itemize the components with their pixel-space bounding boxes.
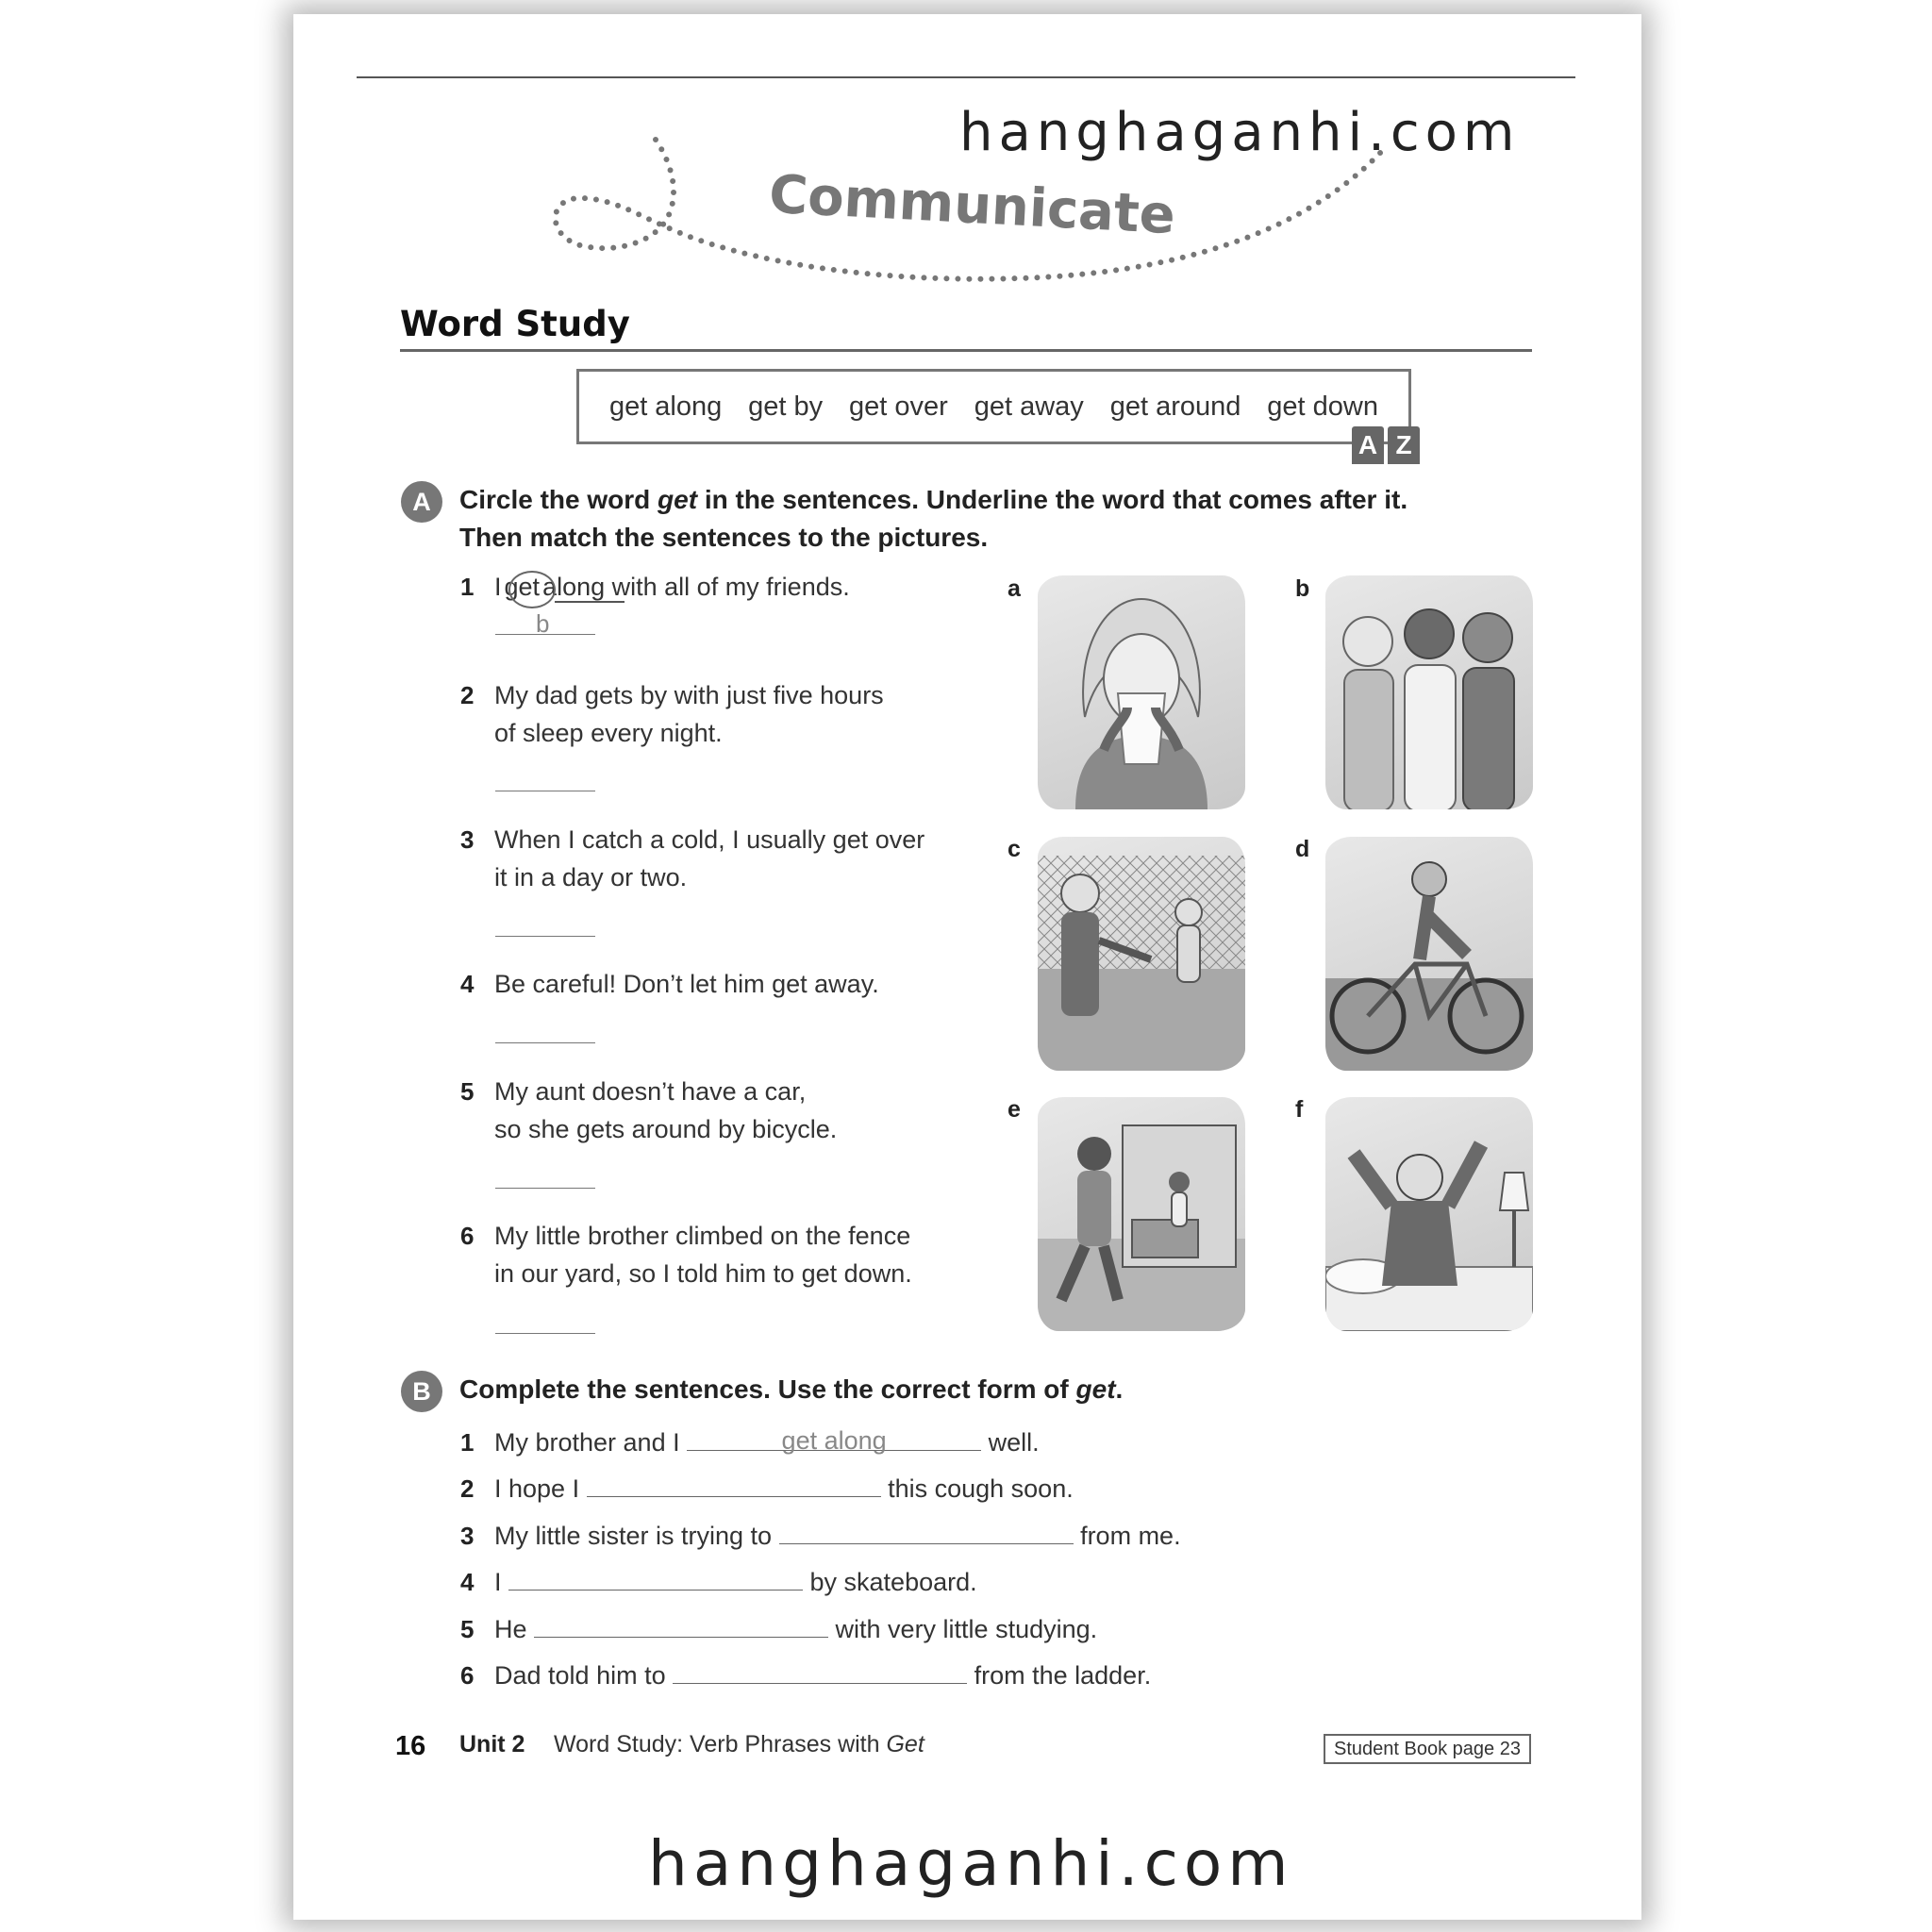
item-number: 3 [460, 1522, 475, 1550]
footer-topic-em: Get [886, 1731, 924, 1757]
unit-label: Unit 2 [459, 1731, 525, 1757]
sent-part: from the ladder. [967, 1661, 1152, 1690]
blank-field[interactable] [779, 1517, 1074, 1544]
blank-field[interactable] [673, 1657, 967, 1684]
word-bank-item: get around [1109, 391, 1241, 422]
word-bank-item: get down [1267, 391, 1378, 422]
sent-part: from me. [1073, 1522, 1181, 1550]
a-item-3-line1: When I catch a cold, I usually get over [494, 825, 925, 854]
b-item-2 [494, 1470, 1074, 1507]
circle-mark [508, 571, 556, 608]
b-item-3 [494, 1517, 1181, 1555]
watermark-bottom: hanghaganhi.com [648, 1827, 1294, 1900]
word-bank-item: get away [974, 391, 1084, 422]
footer-topic [554, 1731, 924, 1758]
a-item-6-line2: in our yard, so I told him to get down. [494, 1259, 912, 1288]
b-item-5 [494, 1610, 1097, 1648]
az-letter: Z [1388, 426, 1420, 464]
blank-field[interactable] [508, 1563, 803, 1591]
answer-line[interactable] [495, 1042, 595, 1043]
a-item-6-line1: My little brother climbed on the fence [494, 1222, 911, 1250]
picture-letter: e [1008, 1096, 1021, 1123]
section-a-instruction-line1 [459, 485, 1407, 515]
b-item-4 [494, 1563, 977, 1601]
sent-part: My little sister is trying to [494, 1522, 779, 1550]
a-item-4-line1: Be careful! Don’t let him get away. [494, 970, 879, 998]
item-number: 6 [460, 1661, 475, 1690]
picture-b [1325, 575, 1533, 809]
blank-field[interactable] [587, 1470, 881, 1497]
underline-mark [555, 601, 625, 603]
sent-part: I [494, 573, 502, 601]
page-number: 16 [395, 1731, 426, 1761]
instr-em: get [658, 485, 698, 514]
picture-e [1038, 1097, 1245, 1331]
picture-letter: c [1008, 836, 1021, 862]
item-number: 5 [460, 1615, 475, 1643]
item-number: 6 [460, 1222, 475, 1250]
item-number: 5 [460, 1077, 475, 1106]
az-dictionary-icon [1352, 426, 1420, 464]
word-bank-item: get over [849, 391, 948, 422]
student-book-reference: Student Book page 23 [1324, 1734, 1531, 1764]
item-number: 2 [460, 681, 475, 709]
three-friends-illustration [1325, 575, 1533, 809]
b-item-6 [494, 1657, 1151, 1694]
kids-at-fence-illustration [1038, 837, 1245, 1071]
instr-text: Complete the sentences. Use the correct form of [459, 1374, 1076, 1404]
section-b-instruction [459, 1374, 1123, 1405]
filled-answer: get along [781, 1426, 887, 1455]
instr-text: . [1115, 1374, 1124, 1404]
item-number: 2 [460, 1474, 475, 1503]
word-bank-item: get by [748, 391, 824, 422]
watermark-top: hanghaganhi.com [959, 102, 1521, 163]
instr-text: in the sentences. Underline the word that comes after it. [697, 485, 1408, 514]
item-number: 4 [460, 970, 475, 998]
underlined-along: along [542, 573, 606, 601]
boy-waking-up-illustration [1325, 1097, 1533, 1331]
answer-line[interactable] [495, 936, 595, 937]
picture-a [1038, 575, 1245, 809]
a-item-2-line1: My dad gets by with just five hours [494, 681, 884, 709]
item-number: 3 [460, 825, 475, 854]
a-item-5-line1: My aunt doesn’t have a car, [494, 1077, 807, 1106]
picture-letter: d [1295, 836, 1310, 862]
answer-line[interactable] [495, 1333, 595, 1334]
blank-field[interactable] [534, 1610, 828, 1638]
word-bank-item: get along [608, 391, 723, 422]
sent-part: I [494, 1568, 509, 1596]
az-letter: A [1352, 426, 1384, 464]
girl-sneezing-illustration [1038, 575, 1245, 809]
footer-topic-text: Word Study: Verb Phrases with [554, 1731, 887, 1757]
sent-part: My brother and I [494, 1428, 688, 1457]
blank-field[interactable] [687, 1424, 981, 1455]
word-study-title: Word Study [400, 304, 630, 344]
sent-part: I hope I [494, 1474, 587, 1503]
top-rule [357, 76, 1575, 78]
b-item-1 [494, 1424, 1040, 1461]
picture-letter: b [1295, 575, 1310, 602]
sent-part: with very little studying. [828, 1615, 1098, 1643]
item-number: 1 [460, 573, 475, 601]
sent-part: this cough soon. [880, 1474, 1074, 1503]
sent-part: well. [981, 1428, 1040, 1457]
banner-title: Communicate [767, 163, 1177, 247]
word-study-rule [400, 349, 1532, 352]
section-a-badge: A [401, 481, 442, 523]
picture-letter: f [1295, 1096, 1304, 1123]
picture-c [1038, 837, 1245, 1071]
picture-letter: a [1008, 575, 1021, 602]
a-item-2-line2: of sleep every night. [494, 719, 723, 747]
man-chasing-toddler-illustration [1038, 1097, 1245, 1331]
word-bank [576, 369, 1411, 444]
circled-get: get [504, 573, 541, 601]
picture-f [1325, 1097, 1533, 1331]
section-a-instruction-line2: Then match the sentences to the pictures. [459, 523, 989, 552]
item-number: 1 [460, 1428, 475, 1457]
instr-text: Circle the word [459, 485, 658, 514]
instr-em: get [1075, 1374, 1116, 1404]
sent-part: He [494, 1615, 535, 1643]
answer-line[interactable] [495, 1188, 595, 1189]
answer-text: b [536, 609, 550, 638]
sent-part: Dad told him to [494, 1661, 674, 1690]
item-number: 4 [460, 1568, 475, 1596]
bicycle-rider-illustration [1325, 837, 1533, 1071]
picture-d [1325, 837, 1533, 1071]
a-item-5-line2: so she gets around by bicycle. [494, 1115, 838, 1143]
section-b-badge: B [401, 1371, 442, 1412]
sent-part: by skateboard. [803, 1568, 977, 1596]
sent-part: with all of my friends. [605, 573, 850, 601]
a-item-3-line2: it in a day or two. [494, 863, 688, 891]
